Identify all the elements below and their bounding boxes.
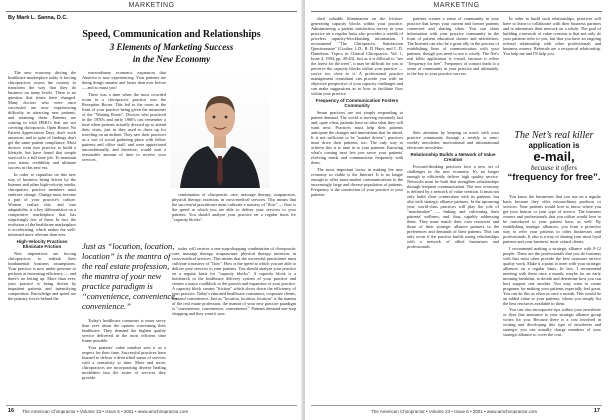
section-label: MARKETING [128,2,175,9]
footer-rule [6,405,297,406]
subhead-high-velocity: High-Velocity Practices Eliminate Friction [16,238,68,249]
author-portrait-image [170,70,270,188]
text-column-2: patients creates a sense of community in your practice that keeps your current and former patients connected and sharing ideas. You can share information with your practice community in the form of patient education classes and newsletters. The Internet can also be a great ally in the process of establishing lines of communication with your patients, though you need to use it wisely. The Net's real killer application is e-mail, because it offers "frequency for free". Frequency of contact leads to a sense of community in your practice and ultimately, to the key to your practice success. [407,16,499,76]
page-number: 16 [8,408,15,414]
text-column-1: The new economy driving the healthcare marketplace today is forcing chiropractors across the country to transform the way that they do business on many levels. There is no question that times have changed. Many doctors who were once successful are now experiencing difficulty in attracting new patients, and retaining them. Patients are coming in with HMO's that are not covering chiropractic. Open House, No Patient Appreciation Days, don't work anymore; and in spite of findings don't get the same patient compliance. Most doctors went into practice to build a lifestyle, but have found that simple survival is a full time job. To maintain your status, credibility and ultimate success in this new era. In order to capitalize on this new way of business being driven by the Internet and other high-velocity media, chiropractic practice members must embrace change. Change must become a part of your practice's culture. Women realize this, and true adaptability is a key differentiator on a competitive marketplace that has surprisingly few of them. In fact, the evolution of the healthcare marketplace is accelerating, which makes the well-informed more relevant than ever. High-Velocity Practices Eliminate Friction New imperatives are forcing chiropractors to rethink their fundamental business assumptions. Your practice is now under pressure to perform at increasing efficiency — and there's no letting up. More than ever, your practice is being driven by impatient patients and intensifying competition. Knowledge and speed are the primary forces behind the [8,70,76,301]
left-page [0,0,303,420]
page-number: 17 [593,408,600,414]
page-footer: The American Chiropractor • Volume 23 • Issue 6 • 2001 • www.amchiropractor.com [371,409,538,414]
text-column-1: shed valuable illumination on the friction-generating capacity blocks within your practice. Administering a patient satisfaction survey in your practice on a regular basis also provides a wealth of priceless capacity-blockbusting information. I recommend "The Chiropractic Satisfaction Questionnaire" (Coulter, I. D., R. D. Hays, and C. D. Danielson. Topics in Clinical Chiropractic. Vol. 1, Issue 4, 1994, pp. 40-43). Just as it is difficult to "see the forest for the trees", it may be difficult for you to perceive the capacity blocks within your practice — you're too close to it. A professional practice management consultant can provide you with an objective perspective of your capacity challenges and can make suggestions as to how to facilitate flow within your practice. Frequency of Communication Fosters Community Smart practices are not simply responding to patient demand. The world is moving extremely fast and, quite often, patients have no idea what they will want next. Practices must help their patients anticipate the changes and innovations that lie ahead. It is not sufficient to be "market driven"; practices must drive their patients, too. The only way to achieve this is to tune in to your patients. Knowing what's coming next lets you serve your patients' evolving needs and communicate frequently with them. The most important factor in making the new economy so viable is the Internet. It is no longer enough to offer mass-market communications to the increasingly large and diverse population of patients. Frequency is the connection of your practice to your patients. [311,16,403,197]
article-subheadline-2: in the New Economy [132,54,211,64]
text-column-3: In order to build such relationships, practices will have to learn to collaborate with their business partners and to administer their network on a whole. The goal of building a network of value creation is that not only do your patients refer to you, but that you have an ongoing referral relationship with other professionals and business owners. Referrals are a reciprocal relationship. You help me and I'll help you. [503,16,601,56]
article-headline: Speed, Communication and Relationships [82,29,261,40]
text-column-2-bottom: their attention by keeping in touch with your practice community through a weekly or semi-weekly newsletter, motivational and informational electronic newsletter. Relationship Builds a Network of Value Creation Forward-thinking practices face a new set of challenges in the new economy. It's no longer enough to efficiently deliver high quality service. Networks must be built that strengthen relationships through frequent communication. The new economy is defined by a network of value creation. It must not only build close connections with its patients, but also with strategic alliance partners. In the upcoming year, world-class practices will play the role of "matchmaker" — linking and cultivating their patients' wellness, and, thus, capably addressing them. They must match their own resources and those of their strategic alliance partners to the preferences and demands of their patients. This can only occur if the practice builds strong relationships with a network of allied businesses and professionals. [407,130,499,249]
text-column-2: extraordinary economic expansion that America is now experiencing. Your patients are doing things smarter and faster than ever before — and so must you! There was a time when the most crowded room in a chiropractic practice was the Reception Room. This led to the room at the front of your practice being given the misnomer of the "Waiting Room". Doctors who practiced in the 1950's and early 1960's can remember a time when patients actually dressed up to attend their visits, just as they used to dress up for traveling on an airliner. They saw their practices as a sort of social gathering place with fellow patients and office staff, and were appreciated unconditionally, and therefore, would wait a reasonable amount of time to receive your services. [82,70,166,162]
text-column-2-bottom: Today's healthcare consumer is more savvy than ever about the options concerning their healthcare. They demand the highest quality service delivered in the most efficient time frame possible. Your patients' value mindset sees it as a respect for their time. Successful practices have learned to deliver a diversified menu of services with a sensitivity to time. More and more, chiropractors are incorporating diverse healing modalities into the roster of services they provide. [82,318,166,380]
subhead-frequency: Frequency of Communication Fosters Community [315,98,399,108]
author-photo [170,70,270,188]
article-subheadline: 3 Elements of Marketing Success [109,42,234,52]
page-footer: The American Chiropractor • Volume 23 • Issue 6 • 2001 • www.amchiropractor.com [22,409,189,414]
text-column-3: today will receive a one-stop-shopping combination of chiropractic care, massage therapy, acupuncture, physical therapy, nutrition, in cross-medical services. This means that the successful practitioner must cultivate a mastery of "flow". How is the speed at which you are able to deliver your services to your patients. You should analyze your practice on a regular basis for "capacity blocks". A capacity block is a bottleneck in the healthcare delivery system of your practice and creates a major roadblock to the growth and expansion of your practice. A capacity block creates "friction" which slows down the efficiency of your practice. Today's educated healthcare consumers, corporate clients, demand convenience. Just as "location, location, location" is the mantra of the real estate profession, the mantra of your new practice paradigm is "convenience, convenience, convenience." Patients demand one-stop shopping and they want it now. [172,246,296,316]
text-column-3-bottom: You know the businesses that you use on a regular basis because they offer extraordinary products or services. Your patients would love to know where you get your haircut or your type of service. The business owners and professionals that you utilize would love to be introduced to your patient base, as well. By establishing strategic alliances, you form a proactive way to refer your patients to other businesses and professionals. It also is a way of sharing your most loyal patients and your business' most valued clients. I recommend making a strategic alliance with 8-12 people. These are the professionals that you do business with that most often provide the best customer service quality work. Make it a point to meet with your strategic alliances on a regular basis. In fact, I recommend meeting with them once a month, maybe for an early morning breakfast, to decide and determine how you can best support one another. You may want to create programs for making your patients especially feel great. You can do this as often as once a month. This would be an added value to your patients, whom you simply list the best resources available to them. You can also incorporate tips within your newsletter or flyer that announce to your strategic alliance group writes for you. Because there is a cost involved in writing and developing this type of newsletter and strategic you can actually charge members of your strategic alliance to cover the cost. [503,194,601,337]
header-rule [311,11,602,12]
subhead-relationship: Relationship Builds a Network of Value Creation [410,152,496,162]
header-rule [6,11,297,12]
byline: By Mark L. Sanna, D.C. [8,15,68,21]
pull-quote: Just as “location, location, location” is the mantra of the real estate profession, the mantra of your new practice paradigm is “convenience, convenience, convenience.” [82,241,178,311]
section-label: MARKETING [433,2,480,9]
callout-box: The Net’s real killer application is e-mail, because it offers “frequency for free”. [507,130,601,183]
footer-rule [311,405,602,406]
right-page [305,0,608,420]
text-column-3-top: combination of chiropractic care, massage therapy, acupuncture, physical therapy, nutrition, in cross-medical services. This means that the successful practitioner must cultivate a mastery of "flow" — flow is the speed at which you are able to deliver your services to your patients. You should analyze your practice on a regular basis for "capacity blocks". [172,192,296,222]
